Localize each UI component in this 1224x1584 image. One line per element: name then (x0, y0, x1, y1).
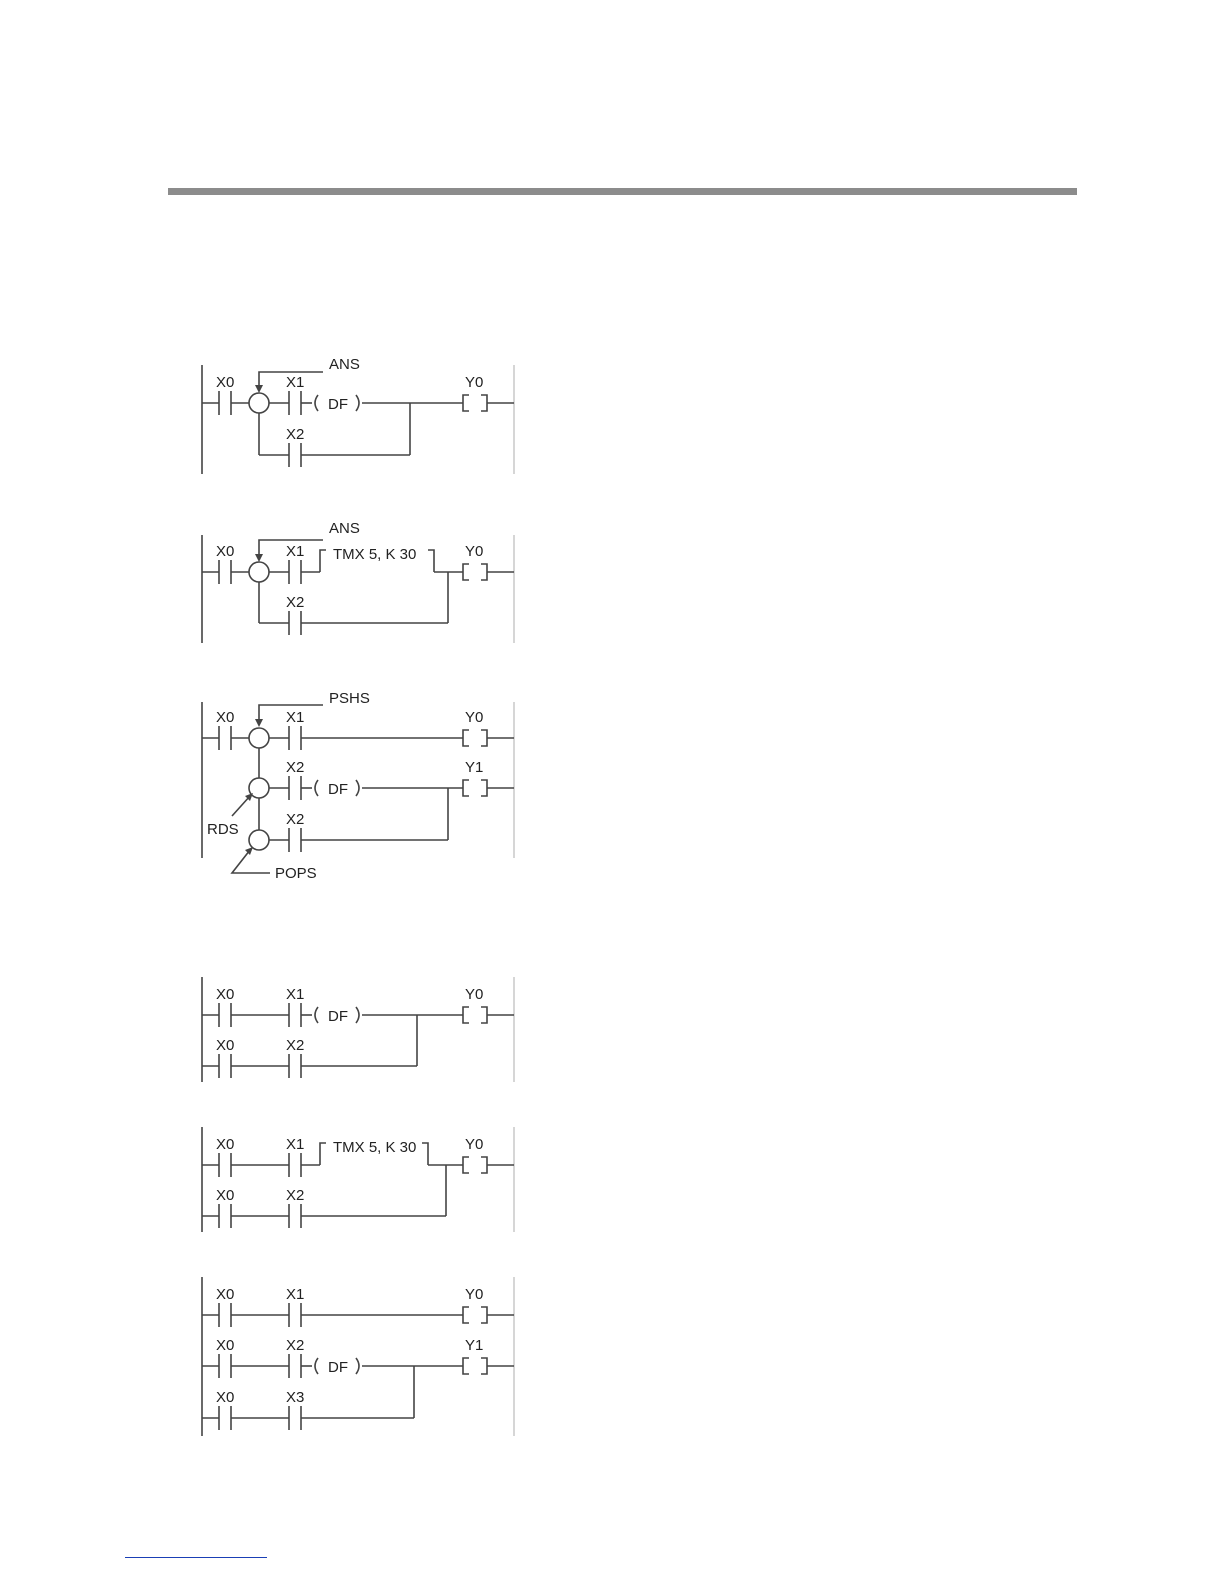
annotation-label: ANS (329, 520, 360, 537)
contact-label: X1 (286, 986, 305, 1003)
contact-label: X0 (216, 1187, 235, 1204)
ladder-diagram-1 (202, 356, 514, 474)
footer-rule (125, 1557, 267, 1558)
contact-label: X0 (216, 1389, 235, 1406)
contact-label: X2 (286, 1337, 305, 1354)
contact-label: X0 (216, 1286, 235, 1303)
annotation-label: POPS (275, 865, 317, 882)
contact-label: X1 (286, 374, 305, 391)
instruction-label: TMX 5, K 30 (333, 1139, 417, 1156)
output-label: Y0 (465, 374, 484, 391)
contact-label: X0 (216, 543, 235, 560)
contact-label: X2 (286, 426, 305, 443)
ladder-diagram-2 (202, 520, 514, 643)
ladder-diagram-5 (202, 1127, 514, 1232)
contact-label: X2 (286, 759, 305, 776)
output-label: Y1 (465, 759, 484, 776)
contact-label: X0 (216, 986, 235, 1003)
contact-label: X1 (286, 709, 305, 726)
annotation-label: ANS (329, 356, 360, 373)
ladder-diagram-4 (202, 977, 514, 1082)
contact-label: X3 (286, 1389, 305, 1406)
instruction-label: DF (328, 1008, 348, 1025)
contact-label: X0 (216, 1136, 235, 1153)
contact-label: X0 (216, 1037, 235, 1054)
contact-label: X0 (216, 709, 235, 726)
instruction-label: DF (328, 781, 348, 798)
contact-label: X0 (216, 374, 235, 391)
instruction-label: DF (328, 396, 348, 413)
contact-label: X2 (286, 1187, 305, 1204)
instruction-label: TMX 5, K 30 (333, 546, 417, 563)
output-label: Y0 (465, 709, 484, 726)
contact-label: X2 (286, 811, 305, 828)
contact-label: X0 (216, 1337, 235, 1354)
output-label: Y0 (465, 986, 484, 1003)
output-label: Y0 (465, 1286, 484, 1303)
contact-label: X2 (286, 1037, 305, 1054)
ladder-diagram-3 (202, 690, 514, 882)
annotation-label: PSHS (329, 690, 370, 707)
output-label: Y0 (465, 543, 484, 560)
contact-label: X1 (286, 1286, 305, 1303)
output-label: Y1 (465, 1337, 484, 1354)
annotation-label: RDS (207, 821, 239, 838)
instruction-label: DF (328, 1359, 348, 1376)
contact-label: X2 (286, 594, 305, 611)
contact-label: X1 (286, 543, 305, 560)
contact-label: X1 (286, 1136, 305, 1153)
ladder-diagram-6 (202, 1277, 514, 1436)
output-label: Y0 (465, 1136, 484, 1153)
